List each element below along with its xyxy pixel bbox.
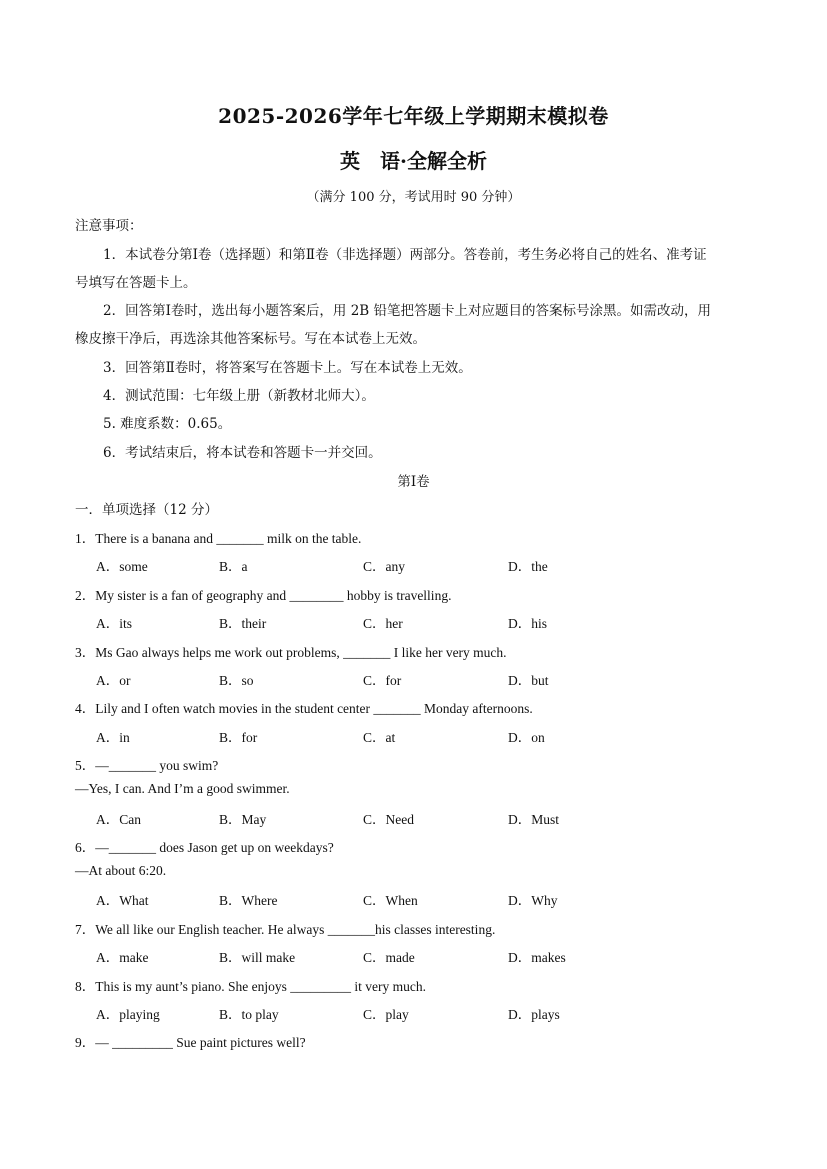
question-2-option-a: A．its xyxy=(96,616,133,631)
volume-label: 第Ⅰ卷 xyxy=(397,474,430,490)
page-title: 2025-2026学年七年级上学期期末模拟卷 xyxy=(218,104,609,128)
question-3-stem: 3．Ms Gao always helps me work out problems, _______ I like her very much. xyxy=(75,645,507,660)
question-2-option-c: C．her xyxy=(363,616,403,631)
question-3-option-a: A．or xyxy=(96,673,131,688)
question-3-option-d: D．but xyxy=(508,673,549,688)
notice-heading: 注意事项： xyxy=(75,218,143,234)
notice-item-3: 3．回答第Ⅱ卷时，将答案写在答题卡上。写在本试卷上无效。 xyxy=(103,360,472,376)
question-8-option-c: C．play xyxy=(363,1007,409,1022)
notice-item-1-line-2: 号填写在答题卡上。 xyxy=(75,275,197,291)
question-7-option-a: A．make xyxy=(96,950,149,965)
question-8-option-b: B．to play xyxy=(219,1007,279,1022)
question-7-stem: 7．We all like our English teacher. He always _______his classes interesting. xyxy=(75,922,496,937)
question-5-option-b: B．May xyxy=(219,812,267,827)
question-8-option-a: A．playing xyxy=(96,1007,160,1022)
question-6-option-d: D．Why xyxy=(508,893,558,908)
question-7-option-d: D．makes xyxy=(508,950,566,965)
page-subtitle: 英 语·全解全析 xyxy=(340,149,487,173)
question-1-stem: 1．There is a banana and _______ milk on the table. xyxy=(75,531,362,546)
question-8-option-d: D．plays xyxy=(508,1007,560,1022)
question-5-stem: 5．—_______ you swim? xyxy=(75,758,219,773)
notice-item-1-line-1: 1．本试卷分第Ⅰ卷（选择题）和第Ⅱ卷（非选择题）两部分。答卷前，考生务必将自己的姓名、准考证 xyxy=(103,247,707,263)
question-6-option-a: A．What xyxy=(96,893,149,908)
question-5-option-c: C．Need xyxy=(363,812,414,827)
question-6-stem-reply: —At about 6:20. xyxy=(75,863,167,878)
question-6-option-c: C．When xyxy=(363,893,418,908)
question-2-option-b: B．their xyxy=(219,616,267,631)
question-7-option-b: B．will make xyxy=(219,950,296,965)
question-8-stem: 8．This is my aunt’s piano. She enjoys _________ it very much. xyxy=(75,979,426,994)
question-4-option-a: A．in xyxy=(96,730,130,745)
question-6-option-b: B．Where xyxy=(219,893,278,908)
notice-item-4: 4．测试范围：七年级上册（新教材北师大）。 xyxy=(103,388,375,404)
question-5-option-a: A．Can xyxy=(96,812,141,827)
score-note: （满分 100 分，考试用时 90 分钟） xyxy=(306,190,521,205)
question-7-option-c: C．made xyxy=(363,950,415,965)
question-4-stem: 4．Lily and I often watch movies in the student center _______ Monday afternoons. xyxy=(75,701,533,716)
question-3-option-c: C．for xyxy=(363,673,402,688)
question-3-option-b: B．so xyxy=(219,673,254,688)
question-2-option-d: D．his xyxy=(508,616,548,631)
part-heading: 一．单项选择（12 分） xyxy=(75,502,218,518)
question-9-stem: 9．— _________ Sue paint pictures well? xyxy=(75,1035,306,1050)
question-4-option-c: C．at xyxy=(363,730,396,745)
notice-item-6: 6．考试结束后，将本试卷和答题卡一并交回。 xyxy=(103,445,382,461)
question-5-stem-reply: —Yes, I can. And I’m a good swimmer. xyxy=(75,781,290,796)
question-1-option-a: A．some xyxy=(96,559,148,574)
question-6-stem: 6．—_______ does Jason get up on weekdays? xyxy=(75,840,334,855)
question-4-option-d: D．on xyxy=(508,730,545,745)
notice-item-2-line-1: 2．回答第Ⅰ卷时，选出每小题答案后，用 2B 铅笔把答题卡上对应题目的答案标号涂黑。如需改动，用 xyxy=(103,303,712,319)
question-1-option-d: D．the xyxy=(508,559,548,574)
question-1-option-c: C．any xyxy=(363,559,405,574)
question-4-option-b: B．for xyxy=(219,730,258,745)
question-2-stem: 2．My sister is a fan of geography and ________ hobby is travelling. xyxy=(75,588,452,603)
notice-item-5: 5. 难度系数：0.65。 xyxy=(103,416,232,432)
question-1-option-b: B．a xyxy=(219,559,248,574)
notice-item-2-line-2: 橡皮擦干净后，再选涂其他答案标号。写在本试卷上无效。 xyxy=(75,331,426,347)
question-5-option-d: D．Must xyxy=(508,812,560,827)
